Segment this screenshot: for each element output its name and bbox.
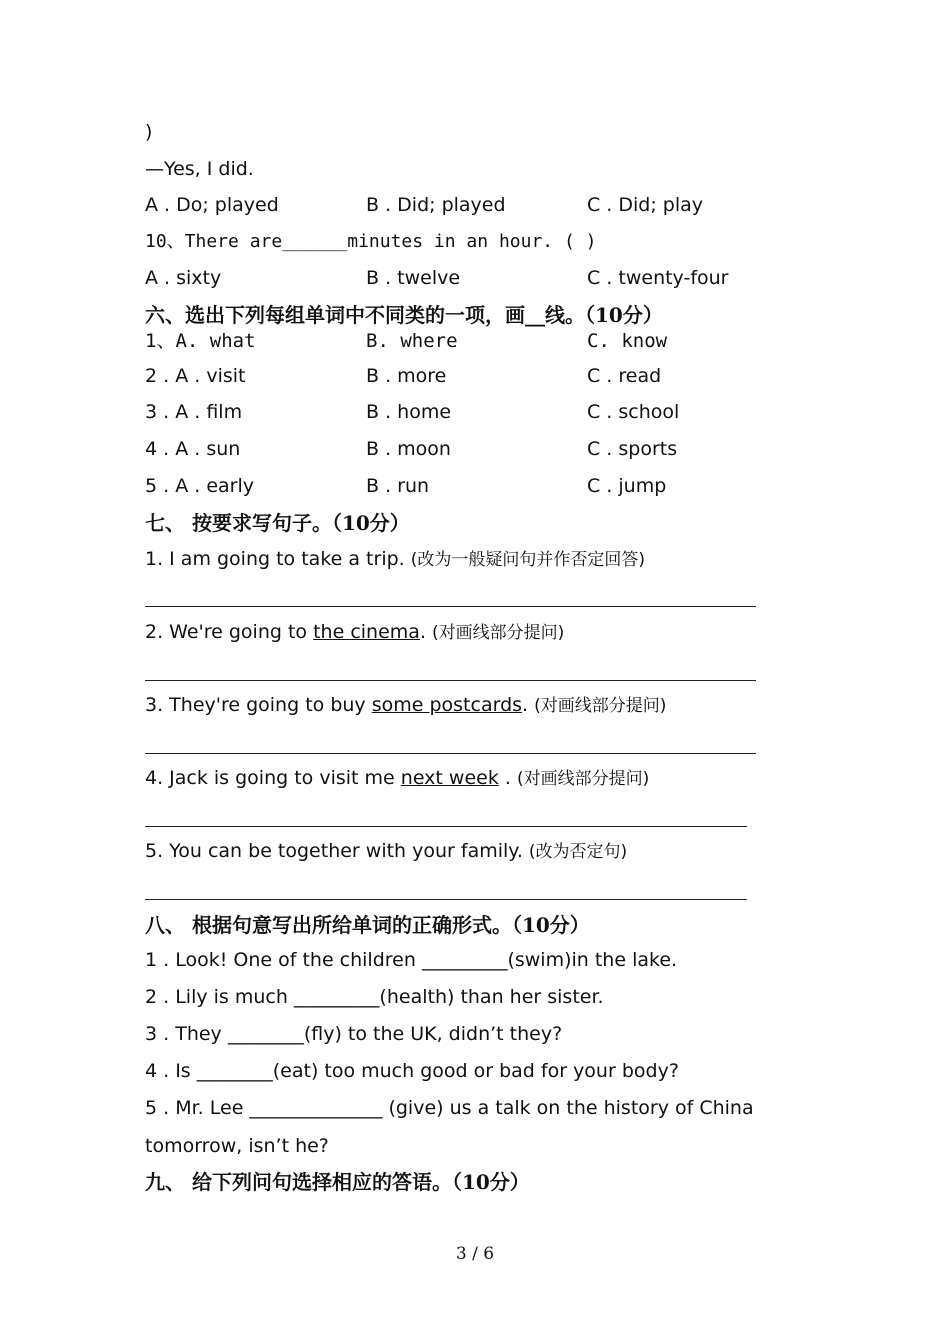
answer-line: —Yes, I did. — [145, 158, 254, 180]
s7-q5-text: 5. You can be together with your family. — [145, 840, 529, 862]
answer-line-5[interactable] — [145, 899, 747, 900]
answer-line-1[interactable] — [145, 606, 756, 607]
s6-row3-a: 3 . A . film — [145, 401, 243, 423]
s7-q2-pre: 2. We're going to — [145, 621, 314, 643]
s7-q4-post: . — [498, 767, 517, 789]
s7-q3-pre: 3. They're going to buy — [145, 694, 372, 716]
s6-row2-b: B . more — [366, 365, 447, 387]
s7-q2-post: . — [419, 621, 433, 643]
s7-q3 — [145, 693, 666, 718]
s6-row2-a: 2 . A . visit — [145, 365, 246, 387]
s6-row3-c: C . school — [587, 401, 680, 423]
q9-option-a: A . Do; played — [145, 194, 279, 216]
s6-row5-c: C . jump — [587, 475, 667, 497]
s7-q3-note: (对画线部分提问) — [534, 696, 667, 716]
s8-item-5-cont: tomorrow, isn’t he? — [145, 1135, 329, 1157]
s7-q3-underlined: some postcards — [371, 694, 523, 716]
s7-q2 — [145, 620, 564, 645]
s6-row4-b: B . moon — [366, 438, 451, 460]
q10-text: 10、There are______minutes in an hour. ( ) — [145, 231, 597, 252]
s8-item-3: 3 . They ________(fly) to the UK, didn’t they? — [145, 1023, 563, 1045]
s8-item-1: 1 . Look! One of the children _________(swim)in the lake. — [145, 949, 678, 971]
q10-option-a: A . sixty — [145, 267, 222, 289]
s7-q3-post: . — [522, 694, 535, 716]
s7-q1-text: 1. I am going to take a trip. — [145, 548, 411, 570]
s6-row4-a: 4 . A . sun — [145, 438, 241, 460]
s7-q4-underlined: next week — [400, 767, 499, 789]
s6-row1-b: B. where — [366, 330, 458, 352]
q9-option-b: B . Did; played — [366, 194, 506, 216]
q9-option-c: C . Did; play — [587, 194, 704, 216]
s7-q2-note: (对画线部分提问) — [432, 623, 565, 643]
paren-close: ) — [145, 121, 153, 143]
s6-row1-c: C. know — [587, 330, 668, 352]
s7-q4-note: (对画线部分提问) — [516, 769, 650, 789]
s8-item-5: 5 . Mr. Lee ______________ (give) us a talk on the history of China — [145, 1097, 754, 1119]
s6-row4-c: C . sports — [587, 438, 678, 460]
section9-heading: 九、 给下列问句选择相应的答语。（10分） — [145, 1170, 530, 1194]
s6-row3-b: B . home — [366, 401, 452, 423]
s7-q4-pre: 4. Jack is going to visit me — [145, 767, 401, 789]
s8-item-4: 4 . Is ________(eat) too much good or bad for your body? — [145, 1060, 679, 1082]
s7-q4 — [145, 766, 649, 791]
s7-q2-underlined: the cinema — [313, 621, 420, 643]
s8-item-2: 2 . Lily is much _________(health) than her sister. — [145, 986, 604, 1008]
section8-heading: 八、 根据句意写出所给单词的正确形式。（10分） — [145, 913, 590, 937]
s7-q1 — [145, 547, 645, 572]
answer-line-2[interactable] — [145, 680, 756, 681]
s7-q5 — [145, 839, 627, 864]
q10-option-c: C . twenty-four — [587, 267, 729, 289]
page-number: 3 / 6 — [455, 1244, 495, 1264]
q10-option-b: B . twelve — [366, 267, 461, 289]
s7-q1-note: (改为一般疑问句并作否定回答) — [410, 550, 645, 570]
answer-line-3[interactable] — [145, 753, 756, 754]
answer-line-4[interactable] — [145, 826, 747, 827]
s6-row5-b: B . run — [366, 475, 430, 497]
section7-heading: 七、 按要求写句子。（10分） — [145, 511, 410, 535]
s7-q5-note: (改为否定句) — [528, 842, 628, 862]
section6-heading: 六、选出下列每组单词中不同类的一项，画__线。（10分） — [145, 303, 663, 327]
s6-row5-a: 5 . A . early — [145, 475, 254, 497]
s6-row1-a: 1、A. what — [145, 330, 256, 352]
s6-row2-c: C . read — [587, 365, 662, 387]
